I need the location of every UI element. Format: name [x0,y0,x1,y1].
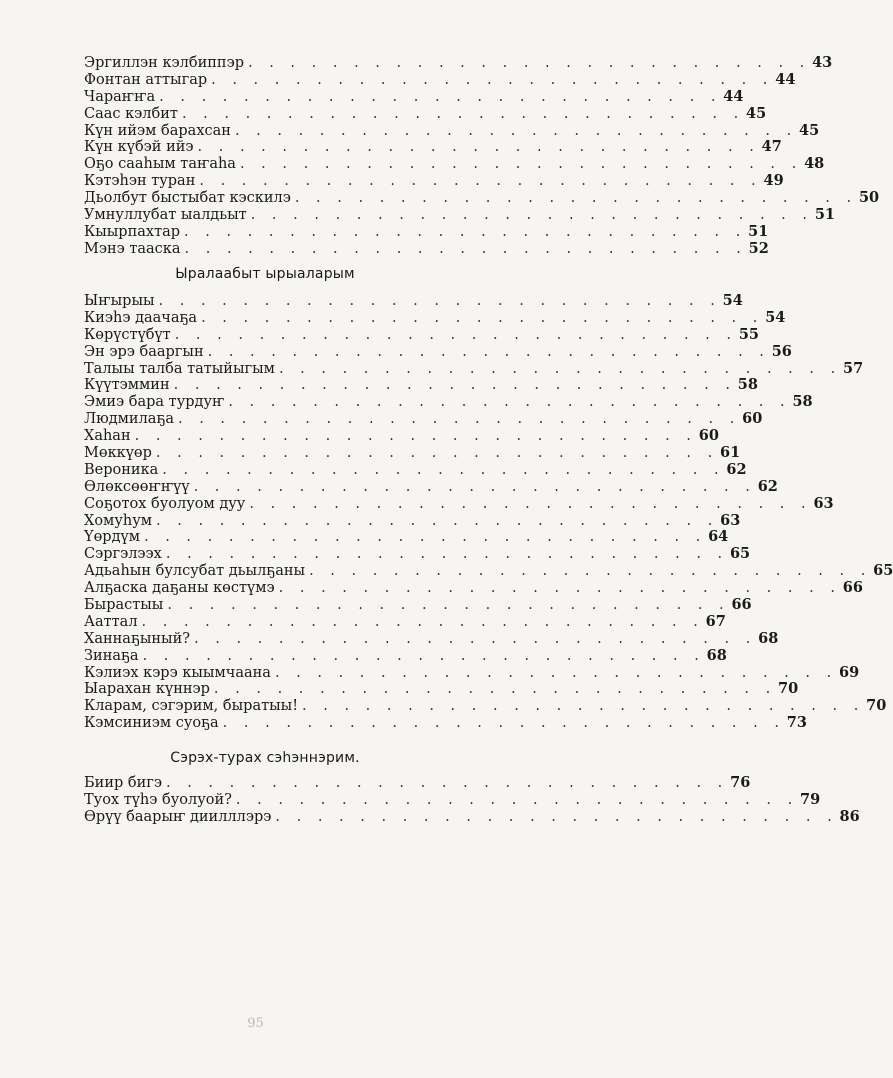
toc-entry-page: 67 [705,612,726,630]
toc-entry-title: Ханнаҕыный? [84,630,191,647]
toc-entry [84,325,759,344]
toc-entry-title: Эн эрэ бааргын [84,343,204,360]
toc-entry-page: 79 [800,790,821,808]
toc-entry-page: 43 [812,54,833,71]
toc-entry [84,222,769,241]
toc-entry-page: 65 [873,562,893,580]
toc-entry [84,528,729,546]
toc-entry [84,87,744,106]
section-heading-2: Ыралаабыт ырыаларым [175,266,355,282]
toc-entry [84,646,727,665]
toc-entry [84,427,719,445]
toc-leader-dots: . . . . . . . . . . . . . . . . . . . . . . . . . . . [278,580,841,597]
toc-entry-page: 63 [813,494,834,512]
toc-leader-dots: . . . . . . . . . . . . . . . . . . . . . . . . . . . [197,139,760,156]
toc-leader-dots: . . . . . . . . . . . . . . . . . . . . . . . . . . . [174,326,737,343]
toc-entry-page: 44 [723,87,744,105]
toc-entry-title: Дьолбут быстыбат кэскилэ [84,190,291,207]
toc-leader-dots: . . . . . . . . . . . . . . . . . . . . . . . . . . . [181,105,745,122]
toc-entry [84,562,893,580]
toc-entry [84,629,779,648]
toc-leader-dots: . . . . . . . . . . . . . . . . . . . . . . . . . . . [143,529,707,546]
toc-section-1 [84,54,880,258]
toc-leader-dots: . . . . . . . . . . . . . . . . . . . . . . . . . . . [199,173,762,190]
toc-entry [84,596,752,614]
toc-entry-title: Оҕо сааһым таҥаһа [84,156,236,173]
toc-leader-dots: . . . . . . . . . . . . . . . . . . . . . . . . . . . [141,613,704,630]
toc-entry-title: Мөккүөр [84,445,152,462]
toc-leader-dots: . . . . . . . . . . . . . . . . . . . . . . . . . . . [275,808,838,825]
toc-leader-dots: . . . . . . . . . . . . . . . . . . . . . . . . . . . [158,293,721,309]
toc-entry-title: Умнуллубат ыалдьыт [84,207,247,224]
toc-entry-title: Фонтан аттыгар [84,71,208,88]
toc-entry [84,172,784,190]
toc-leader-dots: . . . . . . . . . . . . . . . . . . . . . . . . . . . [234,122,798,139]
toc-leader-dots: . . . . . . . . . . . . . . . . . . . . . . . . . . . [159,88,722,105]
toc-entry-page: 51 [748,222,769,240]
toc-entry-title: Үөрдүм [84,529,140,546]
toc-leader-dots: . . . . . . . . . . . . . . . . . . . . . . . . . . . [278,360,842,377]
toc-entry-title: Вероника [84,461,159,478]
toc-entry-page: 51 [814,206,835,224]
toc-entry-title: Алҕаска даҕаны көстүмэ [84,580,275,597]
toc-leader-dots: . . . . . . . . . . . . . . . . . . . . . . . . . . . [207,343,770,360]
toc-entry-title: Соҕотох буолуом дуу [84,495,246,512]
toc-entry-page: 70 [866,697,887,715]
toc-entry-title: Талыы талба татыйыгым [84,360,275,377]
toc-leader-dots: . . . . . . . . . . . . . . . . . . . . . . . . . . . [184,223,747,240]
toc-leader-dots: . . . . . . . . . . . . . . . . . . . . . . . . . . . [142,647,705,664]
toc-entry-page: 76 [730,774,751,791]
toc-entry [84,292,743,310]
toc-entry [84,359,864,378]
toc-entry-title: Кыырпахтар [84,223,181,240]
toc-leader-dots: . . . . . . . . . . . . . . . . . . . . . . . . . . . [178,411,741,428]
toc-entry [84,790,821,809]
toc-entry-title: Кэлиэх кэрэ кыымчаана [84,664,271,681]
toc-entry-title: Кэмсиниэм суоҕа [84,715,219,732]
toc-entry-page: 68 [706,646,727,664]
toc-entry-page: 44 [775,70,796,88]
toc-entry-page: 52 [748,239,769,257]
toc-leader-dots: . . . . . . . . . . . . . . . . . . . . . . . . . . . [156,512,719,529]
toc-entry-title: Туох түһэ буолуой? [84,791,232,808]
toc-entry-page: 48 [804,155,825,173]
section-heading-3: Сэрэх-турах сэһэннэрим. [170,750,360,766]
toc-entry-title: Эмиэ бара турдуҥ [84,394,225,411]
toc-entry [84,189,880,207]
toc-entry-title: Саас кэлбит [84,105,178,122]
toc-entry-page: 65 [729,545,751,563]
toc-leader-dots: . . . . . . . . . . . . . . . . . . . . . . . . . . . [213,681,777,698]
toc-entry [84,714,807,732]
toc-entry-title: Күн күбэй ийэ [84,139,194,156]
toc-leader-dots: . . . . . . . . . . . . . . . . . . . . . . . . . . . [211,71,774,88]
toc-entry-page: 56 [771,342,792,360]
toc-leader-dots: . . . . . . . . . . . . . . . . . . . . . . . . . . . [194,630,757,647]
toc-entry-page: 45 [746,104,767,122]
toc-leader-dots: . . . . . . . . . . . . . . . . . . . . . . . . . . . [302,698,865,715]
toc-entry-page: 45 [799,121,820,139]
toc-entry-title: Ааттал [84,613,138,630]
toc-entry [84,774,751,792]
toc-entry [84,393,813,411]
toc-leader-dots: . . . . . . . . . . . . . . . . . . . . . . . . . . . [167,597,730,614]
toc-entry-title: Ыарахан күннэр [84,681,210,698]
toc-entry-page: 64 [708,528,729,546]
toc-entry-page: 50 [858,189,880,207]
toc-entry-title: Күүтэммин [84,377,170,394]
toc-entry-title: Киэһэ даачаҕа [84,309,198,326]
toc-entry-title: Бырастыы [84,597,164,614]
toc-entry-page: 58 [737,376,758,394]
toc-entry [84,545,751,563]
toc-entry [84,308,786,327]
toc-entry-page: 58 [792,393,813,411]
toc-entry [84,138,782,156]
toc-entry [84,579,863,597]
toc-entry-title: Ыҥырыы [84,293,155,309]
toc-leader-dots: . . . . . . . . . . . . . . . . . . . . . . . . . . . [235,791,799,808]
toc-entry [84,612,726,631]
toc-entry [84,460,747,479]
toc-entry-title: Кэтэһэн туран [84,173,196,190]
toc-entry [84,376,758,394]
toc-entry [84,663,860,682]
toc-entry [84,206,835,224]
toc-entry [84,104,767,123]
toc-entry [84,807,860,826]
toc-entry-title: Зинаҕа [84,647,139,664]
toc-leader-dots: . . . . . . . . . . . . . . . . . . . . . . . . . . . [201,309,764,326]
toc-leader-dots: . . . . . . . . . . . . . . . . . . . . . . . . . . . [162,461,725,478]
toc-leader-dots: . . . . . . . . . . . . . . . . . . . . . . . . . . . [249,495,812,512]
toc-entry [84,239,769,258]
toc-entry [84,410,763,428]
toc-entry-title: Эргиллэн кэлбиппэр [84,55,244,71]
toc-leader-dots: . . . . . . . . . . . . . . . . . . . . . . . . . . . [222,715,785,732]
toc-leader-dots: . . . . . . . . . . . . . . . . . . . . . . . . . . . [247,55,811,71]
toc-entry-title: Кларам, сэгэрим, быратыы! [84,698,299,715]
toc-entry-page: 62 [757,477,778,495]
toc-entry-page: 86 [839,807,860,825]
toc-entry [84,697,887,715]
toc-entry-page: 47 [761,138,782,156]
toc-entry-title: Мэнэ тааска [84,240,181,257]
toc-entry-page: 66 [842,579,863,597]
toc-entry-page: 54 [722,292,743,309]
toc-entry-page: 54 [765,308,786,326]
toc-leader-dots: . . . . . . . . . . . . . . . . . . . . . . . . . . . [294,190,858,207]
toc-entry [84,155,825,173]
toc-entry [84,121,820,140]
toc-entry [84,494,834,513]
toc-entry-page: 55 [738,325,759,343]
toc-leader-dots: . . . . . . . . . . . . . . . . . . . . . . . . . . . [309,563,872,580]
toc-entry-page: 57 [843,359,864,377]
toc-entry [84,511,741,530]
toc-entry [84,444,741,462]
toc-leader-dots: . . . . . . . . . . . . . . . . . . . . . . . . . . . [239,156,803,173]
toc-leader-dots: . . . . . . . . . . . . . . . . . . . . . . . . . . . [155,445,719,462]
toc-leader-dots: . . . . . . . . . . . . . . . . . . . . . . . . . . . [274,664,838,681]
toc-leader-dots: . . . . . . . . . . . . . . . . . . . . . . . . . . . [184,240,747,257]
toc-entry-title: Биир бигэ [84,775,162,791]
toc-entry-title: Хомуһум [84,512,153,529]
toc-entry-page: 62 [726,460,747,478]
toc-leader-dots: . . . . . . . . . . . . . . . . . . . . . . . . . . . [193,478,756,495]
toc-entry-title: Өлөксөөҥҥүү [84,478,190,495]
toc-entry-page: 69 [839,663,860,681]
toc-entry-page: 73 [786,714,807,732]
toc-entry [84,54,833,72]
toc-entry-title: Людмилаҕа [84,411,174,428]
page-number: 95 [247,1016,264,1031]
toc-leader-dots: . . . . . . . . . . . . . . . . . . . . . . . . . . . [134,428,697,445]
toc-entry-title: Хаһан [84,428,131,445]
toc-section-2 [84,292,893,732]
toc-entry [84,680,799,698]
toc-entry-title: Көрүстүбүт [84,326,171,343]
toc-entry-page: 63 [720,511,741,529]
toc-entry-title: Чараҥҥа [84,88,156,105]
toc-leader-dots: . . . . . . . . . . . . . . . . . . . . . . . . . . . [228,394,791,411]
toc-entry [84,477,778,496]
toc-entry-page: 60 [742,410,763,428]
toc-section-3 [84,774,860,826]
toc-entry-title: Сэргэлээх [84,546,162,563]
toc-entry-title: Адьаһын булсубат дьылҕаны [84,563,306,580]
toc-entry-page: 66 [731,596,752,614]
toc-entry-page: 60 [698,427,719,445]
toc-entry-page: 70 [778,680,799,698]
toc-entry [84,70,796,89]
toc-entry-page: 68 [758,629,779,647]
toc-entry-title: Күн ийэм барахсан [84,122,231,139]
toc-entry-page: 49 [763,172,784,190]
toc-entry-title: Өрүү баарыҥ диилллэрэ [84,808,272,825]
toc-entry-page: 61 [720,444,741,462]
toc-leader-dots: . . . . . . . . . . . . . . . . . . . . . . . . . . . [250,207,813,224]
toc-entry [84,342,792,361]
toc-leader-dots: . . . . . . . . . . . . . . . . . . . . . . . . . . . [165,546,729,563]
toc-leader-dots: . . . . . . . . . . . . . . . . . . . . . . . . . . . [173,377,736,394]
toc-leader-dots: . . . . . . . . . . . . . . . . . . . . . . . . . . . [166,775,729,791]
